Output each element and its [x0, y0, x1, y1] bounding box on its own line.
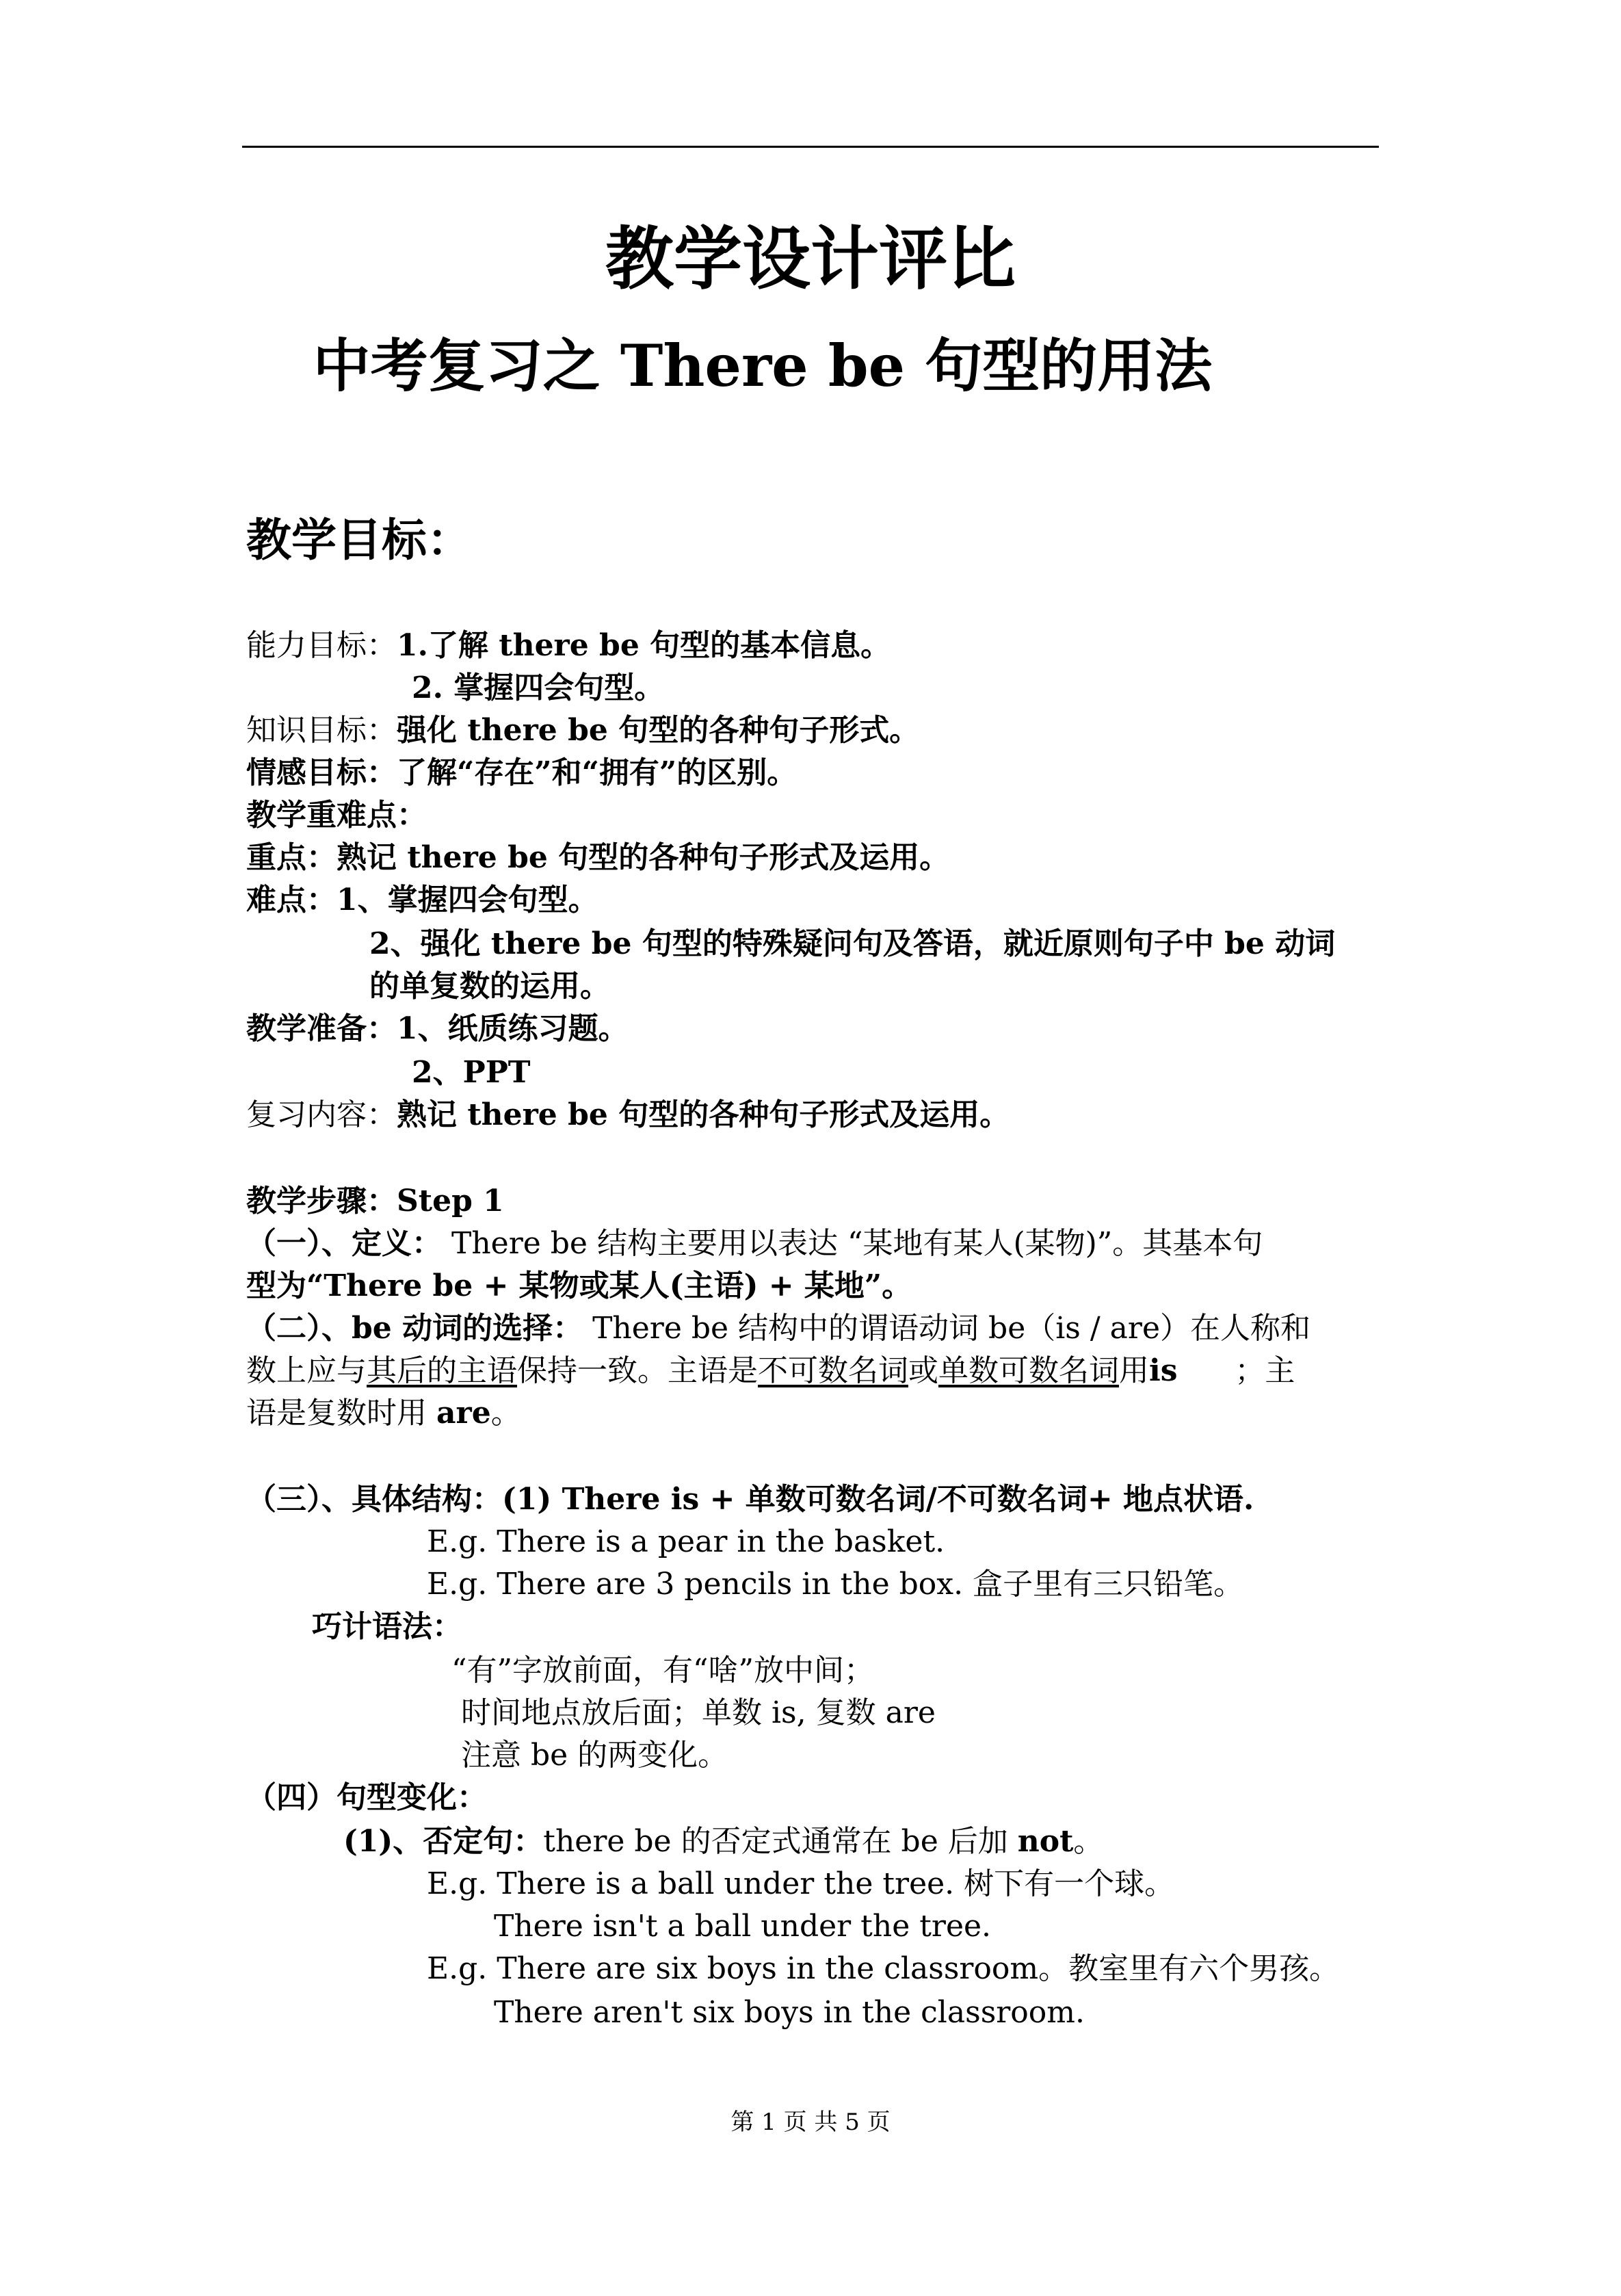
example-4: E.g. There are six boys in the classroom。教室里有六个男孩。 — [427, 1951, 1340, 1986]
ability-goal-line-1 — [246, 627, 891, 665]
preparation-item-2: 2、PPT — [412, 1055, 531, 1090]
key-points-heading: 教学重难点： — [246, 798, 427, 833]
example-2: E.g. There are 3 pencils in the box. 盒子里有三只铅笔。 — [427, 1567, 1244, 1602]
be-verb-line-2-part: 数上应与 — [246, 1353, 367, 1388]
definition-line — [246, 1225, 1263, 1263]
be-verb-line-2-part: 保持一致。主语是 — [517, 1353, 758, 1388]
difficulty-line-1 — [246, 881, 598, 919]
review-label: 复习内容： — [246, 1097, 397, 1132]
be-verb-label: （二）、be 动词的选择： — [246, 1311, 583, 1346]
be-verb-are: are — [436, 1396, 491, 1431]
negative-label: (1)、否定句： — [343, 1824, 544, 1859]
focus-label: 重点： — [246, 840, 337, 875]
rhyme-line-1: “有”字放前面，有“啥”放中间； — [451, 1653, 874, 1688]
example-1: E.g. There is a pear in the basket. — [427, 1524, 945, 1559]
be-verb-line-3-part: 。 — [490, 1396, 521, 1431]
page-footer: 第 1 页 共 5 页 — [730, 2109, 891, 2136]
review-line — [246, 1096, 1010, 1134]
negative-not: not — [1017, 1824, 1074, 1859]
be-verb-line-1 — [246, 1309, 1310, 1348]
definition-pattern: 型为“There be + 某物或某人(主语) + 某地”。 — [246, 1268, 912, 1303]
rhyme-label: 巧计语法： — [312, 1609, 462, 1644]
difficulty-label: 难点： — [246, 883, 337, 917]
section-heading-goals: 教学目标： — [246, 513, 472, 566]
preparation-label: 教学准备： — [246, 1011, 397, 1046]
be-verb-line-3-part: 语是复数时用 — [246, 1396, 436, 1431]
knowledge-goal-label: 知识目标： — [246, 713, 397, 748]
be-verb-uncountable-underlined: 不可数名词 — [758, 1353, 908, 1388]
knowledge-goal: 强化 there be 句型的各种句子形式。 — [397, 713, 920, 748]
ability-goal-label: 能力目标： — [246, 628, 397, 663]
negative-text-end: 。 — [1073, 1824, 1104, 1859]
be-verb-text: There be 结构中的谓语动词 be（is / are）在人称和 — [583, 1311, 1310, 1346]
preparation-item-1: 1、纸质练习题。 — [397, 1011, 629, 1046]
document-title: 教学设计评比 — [605, 218, 1016, 299]
negative-line — [343, 1823, 1103, 1861]
review-text: 熟记 there be 句型的各种句子形式及运用。 — [397, 1097, 1010, 1132]
difficulty-2a: 2、强化 there be 句型的特殊疑问句及答语，就近原则句子中 be 动词 — [369, 926, 1336, 961]
be-verb-singular-underlined: 单数可数名词 — [938, 1353, 1119, 1388]
sentence-change-label: （四）句型变化： — [246, 1780, 487, 1815]
example-3-negative: There isn't a ball under the tree. — [494, 1909, 992, 1944]
steps-step: Step 1 — [397, 1184, 504, 1218]
rhyme-line-2: 时间地点放后面；单数 is, 复数 are — [461, 1695, 936, 1730]
focus-line — [246, 839, 949, 877]
emotion-goal-line — [246, 754, 797, 792]
be-verb-is: is — [1149, 1353, 1178, 1388]
preparation-line-1 — [246, 1010, 629, 1048]
definition-label: （一）、定义： — [246, 1226, 442, 1261]
be-verb-line-2-part: 用 — [1119, 1353, 1149, 1388]
rhyme-line-3: 注意 be 的两变化。 — [461, 1738, 728, 1773]
structure-line: （三）、具体结构：(1) There is + 单数可数名词/不可数名词+ 地点状语. — [246, 1482, 1254, 1517]
definition-text: There be 结构主要用以表达 “某地有某人(某物)”。其基本句 — [442, 1226, 1263, 1261]
document-subtitle: 中考复习之 There be 句型的用法 — [313, 332, 1213, 400]
be-verb-line-2-part: 或 — [908, 1353, 938, 1388]
negative-text: there be 的否定式通常在 be 后加 — [543, 1824, 1018, 1859]
example-4-negative: There aren't six boys in the classroom. — [494, 1995, 1085, 2030]
be-verb-line-3 — [246, 1394, 521, 1433]
ability-goal-1: 1.了解 there be 句型的基本信息。 — [397, 628, 891, 663]
ability-goal-2: 2. 掌握四会句型。 — [412, 670, 665, 705]
steps-label: 教学步骤： — [246, 1184, 397, 1218]
be-verb-subject-underlined: 其后的主语 — [367, 1353, 517, 1388]
difficulty-2b: 的单复数的运用。 — [369, 969, 610, 1004]
emotion-goal-label: 情感目标： — [246, 755, 397, 790]
header-rule — [242, 146, 1379, 148]
steps-line — [246, 1182, 504, 1221]
be-verb-line-2-part: ；主 — [1177, 1353, 1295, 1388]
difficulty-1: 1、掌握四会句型。 — [337, 883, 598, 917]
knowledge-goal-line — [246, 712, 919, 750]
emotion-goal: 了解“存在”和“拥有”的区别。 — [397, 755, 798, 790]
focus-text: 熟记 there be 句型的各种句子形式及运用。 — [337, 840, 950, 875]
be-verb-line-2 — [246, 1352, 1295, 1390]
example-3: E.g. There is a ball under the tree. 树下有一个球。 — [427, 1866, 1175, 1901]
